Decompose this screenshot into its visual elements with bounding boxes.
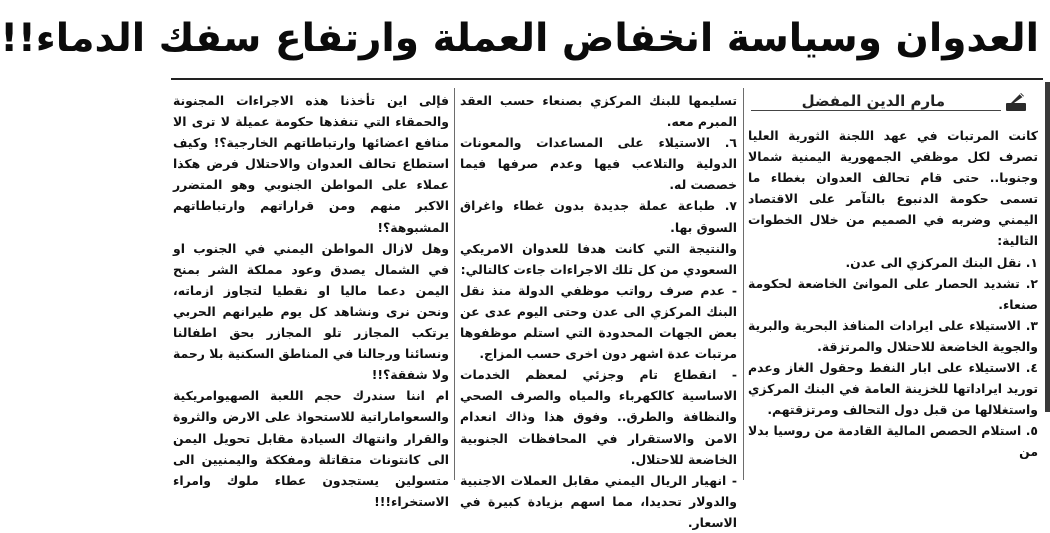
byline-rule	[751, 110, 1001, 111]
paragraph: ام اننا سندرك حجم اللعبة الصهيوامريكية والسعواماراتية للاستحواذ على الارض والثروة والقرار وانتهاك السيادة مقابل تحويل اليمن الى كانتونات متقاتلة ومفككة واليمنيين الى متسولين يستجدون عطاء ملوك وامراء الاستخراء!!!	[173, 388, 449, 509]
headline: العدوان وسياسة انخفاض العملة وارتفاع سفك الدماء!!	[0, 16, 1039, 61]
list-item: ٤. الاستيلاء على ابار النفط وحقول الغاز وعدم توريد ايراداتها للخزينة العامة في البنك المركزي واستغلالها من قبل دول التحالف ومرتزقتهم.	[748, 360, 1038, 418]
page-edge-bar	[1045, 82, 1050, 412]
list-item: ٥. استلام الحصص المالية القادمة من روسيا بدلا من	[748, 423, 1038, 460]
list-item: ٣. الاستيلاء على ايرادات المنافذ البحرية والبرية والجوية الخاضعة للاحتلال والمرتزقة.	[748, 317, 1038, 354]
list-item: ١. نقل البنك المركزي الى عدن.	[845, 254, 1038, 270]
list-item: ٢. تشديد الحصار على الموانئ الخاضعة لحكومة صنعاء.	[748, 275, 1038, 312]
column-divider	[743, 88, 744, 480]
headline-rule	[171, 78, 1043, 80]
paragraph: وهل لازال المواطن اليمني في الجنوب او في الشمال يصدق وعود مملكة الشر بمنح اليمن دعما ماليا او نقطيا لتجاوز ازماته، ونحن نرى ونشاهد كل يوم طيرانهم الحربي يرتكب المجازر تلو المجازر بحق اطفالنا ونسائنا ورجالنا في المناطق السكنية بلا رحمة ولا شفقة؟!!	[173, 240, 449, 383]
list-item: - عدم صرف رواتب موظفي الدولة منذ نقل البنك المركزي الى عدن وحتى اليوم عدى عن بعض الجهات المحدودة التي استلم موظفوها مرتبات عدة اشهر دون اخرى حسب المزاج.	[460, 282, 737, 362]
paragraph: والنتيجة التي كانت هدفا للعدوان الامريكي السعودي من كل تلك الاجراءات جاءت كالتالي:	[460, 240, 737, 277]
article-column-middle	[460, 90, 737, 530]
article-column-right	[748, 125, 1038, 480]
list-item: - انهيار الريال اليمني مقابل العملات الاجنبية والدولار تحديدا، مما اسهم بزيادة كبيرة في الاسعار.	[460, 472, 737, 530]
author-byline	[751, 88, 1041, 120]
paragraph: كانت المرتبات في عهد اللجنة الثورية العليا تصرف لكل موظفي الجمهورية اليمنية شمالا وجنوبا.. حتى قام تحالف العدوان بغطاء ما تسمى حكومة الدنبوع بالتآمر على الاقتصاد اليمني وضربه في الصميم من خلال الخطوات التالية:	[748, 128, 1038, 249]
list-item: - انقطاع تام وجزئي لمعظم الخدمات الاساسية كالكهرباء والمياه والصرف الصحي والنظافة والطرق.. وفوق هذا وذاك انعدام الامن والاستقرار في المحافظات الجنوبية الخاضعة للاحتلال.	[460, 367, 737, 467]
list-item: ٦. الاستيلاء على المساعدات والمعونات الدولية والتلاعب فيها وعدم صرفها فيما خصصت له.	[460, 135, 737, 193]
quill-icon	[1005, 91, 1029, 113]
paragraph: تسليمها للبنك المركزي بصنعاء حسب العقد المبرم معه.	[460, 93, 737, 130]
list-item: ٧. طباعة عملة جديدة بدون غطاء واغراق السوق بها.	[460, 198, 737, 235]
author-name: مارم الدين المفضل	[761, 92, 949, 110]
paragraph: فإلى اين تأخذنا هذه الاجراءات المجنونة والحمقاء التي تنفذها حكومة عميلة لا ترى الا منافع اعضائها وارتباطاتهم الخارجية؟! وكيف استطاع تحالف العدوان والاحتلال فرض هكذا عملاء على المواطن الجنوبي وهو المتضرر الاكبر منهم ومن قراراتهم وارتباطاتهم المشبوهة؟!	[173, 93, 449, 235]
column-divider	[454, 88, 455, 480]
article-column-left	[173, 90, 449, 509]
